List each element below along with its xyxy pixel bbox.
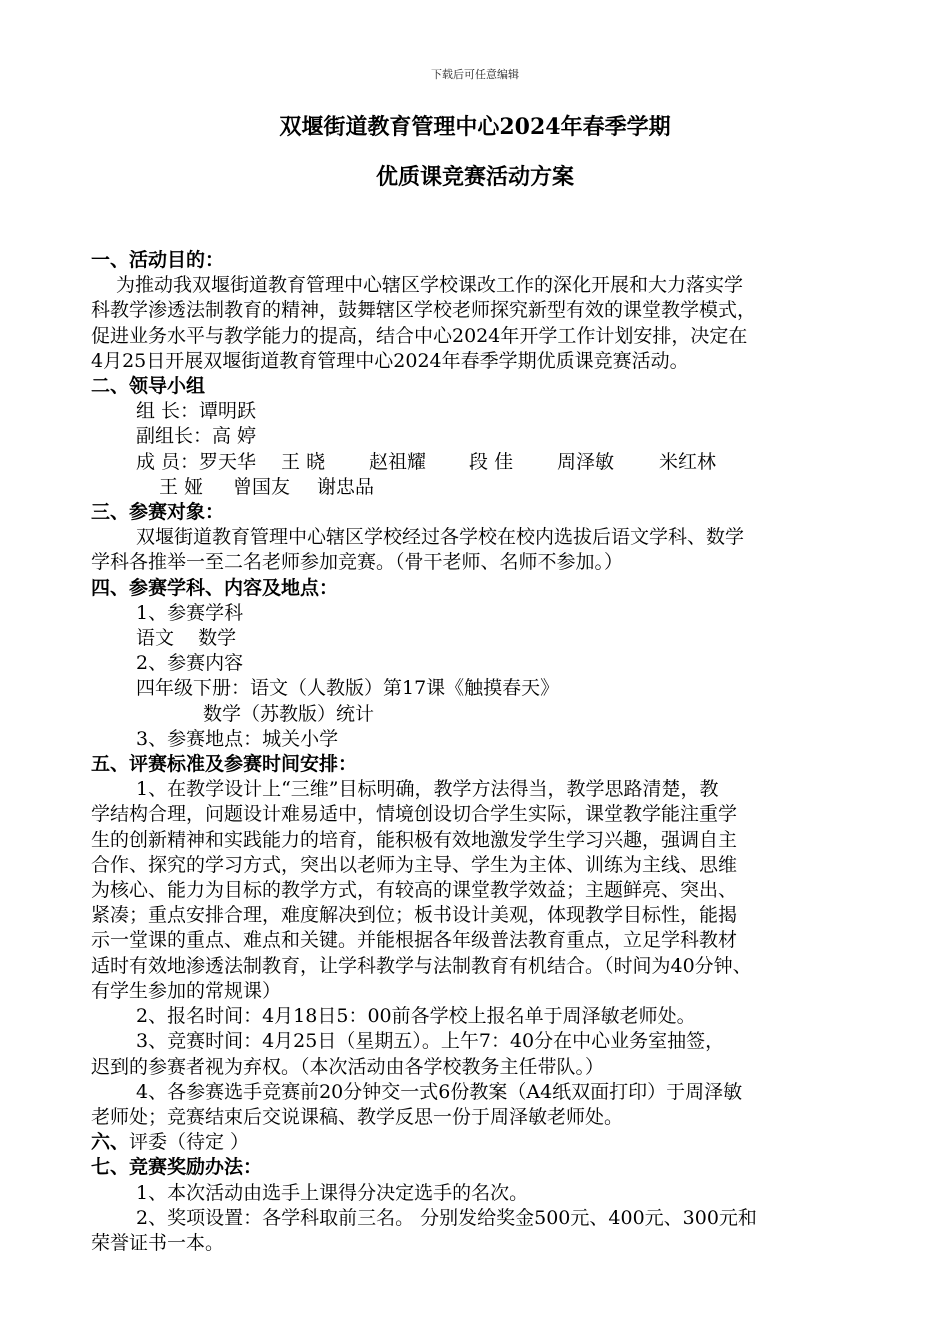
paragraph-line: 荣誉证书一本。 — [91, 1231, 225, 1254]
paragraph-line: 双堰街道教育管理中心辖区学校经过各学校在校内选拔后语文学科、数学 — [136, 526, 745, 549]
paragraph-line: 紧凑；重点安排合理，难度解决到位；板书设计美观，体现教学目标性，能揭 — [91, 904, 738, 927]
leader-line: 组 长：谭明跃 — [136, 400, 257, 423]
paragraph-line: 学科各推举一至二名老师参加竞赛。（骨干老师、名师不参加。） — [91, 551, 624, 574]
section-heading-criteria: 五、评赛标准及参赛时间安排： — [91, 753, 358, 776]
subjects-line: 语文 数学 — [136, 627, 237, 650]
paragraph-line: 促进业务水平与教学能力的提高，结合中心2024年开学工作计划安排，决定在 — [91, 324, 748, 347]
paragraph-line: 科教学渗透法制教育的精神，鼓舞辖区学校老师探究新型有效的课堂教学模式， — [91, 299, 757, 322]
sub-item: 2、参赛内容 — [136, 652, 244, 675]
paragraph-line: 3、竞赛时间：4月25日（星期五）。上午7：40分在中心业务室抽签， — [136, 1030, 725, 1053]
member-name: 王 晓 — [281, 450, 326, 473]
section-heading-purpose: 一、活动目的： — [91, 249, 225, 271]
section-judges — [91, 1130, 871, 1155]
section-heading-awards: 七、竞赛奖励办法： — [91, 1156, 263, 1179]
paragraph-line: 1、本次活动由选手上课得分决定选手的名次。 — [136, 1181, 529, 1204]
content-line: 四年级下册：语文（人教版）第17课《触摸春天》 — [136, 677, 560, 700]
member-name: 曾国友 — [233, 475, 291, 498]
section-heading-leadership: 二、领导小组 — [91, 375, 206, 398]
members-line-1 — [91, 450, 871, 475]
paragraph-line: 为核心、能力为目标的教学方式，有较高的课堂教学效益；主题鲜亮、突出、 — [91, 879, 738, 902]
paragraph-line: 为推动我双堰街道教育管理中心辖区学校课改工作的深化开展和大力落实学 — [116, 274, 744, 297]
members-line-2 — [91, 475, 871, 500]
paragraph-line: 合作、探究的学习方式，突出以老师为主导、学生为主体、训练为主线、思维 — [91, 853, 738, 876]
header-note: 下载后可任意编辑 — [431, 68, 519, 81]
paragraph-line: 有学生参加的常规课） — [91, 979, 282, 1002]
member-name: 赵祖耀 — [369, 450, 427, 473]
paragraph-line: 老师处；竞赛结束后交说课稿、教学反思一份于周泽敏老师处。 — [91, 1105, 624, 1128]
paragraph-line: 2、奖项设置：各学科取前三名。 分别发给奖金500元、400元、300元和 — [136, 1206, 757, 1229]
section-heading-judges: 六、 — [91, 1131, 130, 1154]
title-line-2: 优质课竞赛活动方案 — [375, 164, 574, 190]
sub-item: 1、参赛学科 — [136, 601, 244, 624]
deputy-line: 副组长：高 婷 — [136, 425, 257, 448]
member-name: 米红林 — [659, 450, 717, 473]
sub-item: 3、参赛地点：城关小学 — [136, 727, 339, 750]
member-name: 谢忠品 — [317, 475, 375, 498]
content-line: 数学（苏教版）统计 — [203, 702, 375, 725]
paragraph-line: 4、各参赛选手竞赛前20分钟交一式6份教案（A4纸双面打印）于周泽敏 — [136, 1080, 743, 1103]
paragraph-line: 1、在教学设计上“三维”目标明确，教学方法得当，教学思路清楚，教 — [136, 778, 719, 801]
paragraph-line: 适时有效地渗透法制教育，让学科教学与法制教育有机结合。（时间为40分钟、 — [91, 954, 752, 977]
section-heading-subjects: 四、参赛学科、内容及地点： — [91, 576, 339, 599]
member-name: 罗天华 — [199, 450, 257, 473]
judges-text: 评委（待定 ） — [129, 1131, 250, 1154]
paragraph-line: 迟到的参赛者视为弃权。（本次活动由各学校教务主任带队。） — [91, 1055, 605, 1078]
paragraph-line: 生的创新精神和实践能力的培育，能积极有效地激发学生学习兴趣，强调自主 — [91, 828, 738, 851]
member-name: 段 佳 — [469, 450, 514, 473]
document-body — [91, 248, 871, 1256]
paragraph-line: 2、报名时间：4月18日5：00前各学校上报名单于周泽敏老师处。 — [136, 1005, 696, 1028]
title-line-1: 双堰街道教育管理中心2024年春季学期 — [279, 114, 671, 140]
paragraph-line: 学结构合理，问题设计难易适中，情境创设切合学生实际，课堂教学能注重学 — [91, 803, 738, 826]
paragraph-line: 示一堂课的重点、难点和关键。并能根据各年级普法教育重点，立足学科教材 — [91, 929, 738, 952]
members-label: 成 员： — [136, 450, 200, 473]
paragraph-line: 4月25日开展双堰街道教育管理中心2024年春季学期优质课竞赛活动。 — [91, 349, 689, 372]
member-name: 王 娅 — [159, 475, 204, 498]
section-heading-participants: 三、参赛对象： — [91, 501, 225, 524]
member-name: 周泽敏 — [557, 450, 615, 473]
